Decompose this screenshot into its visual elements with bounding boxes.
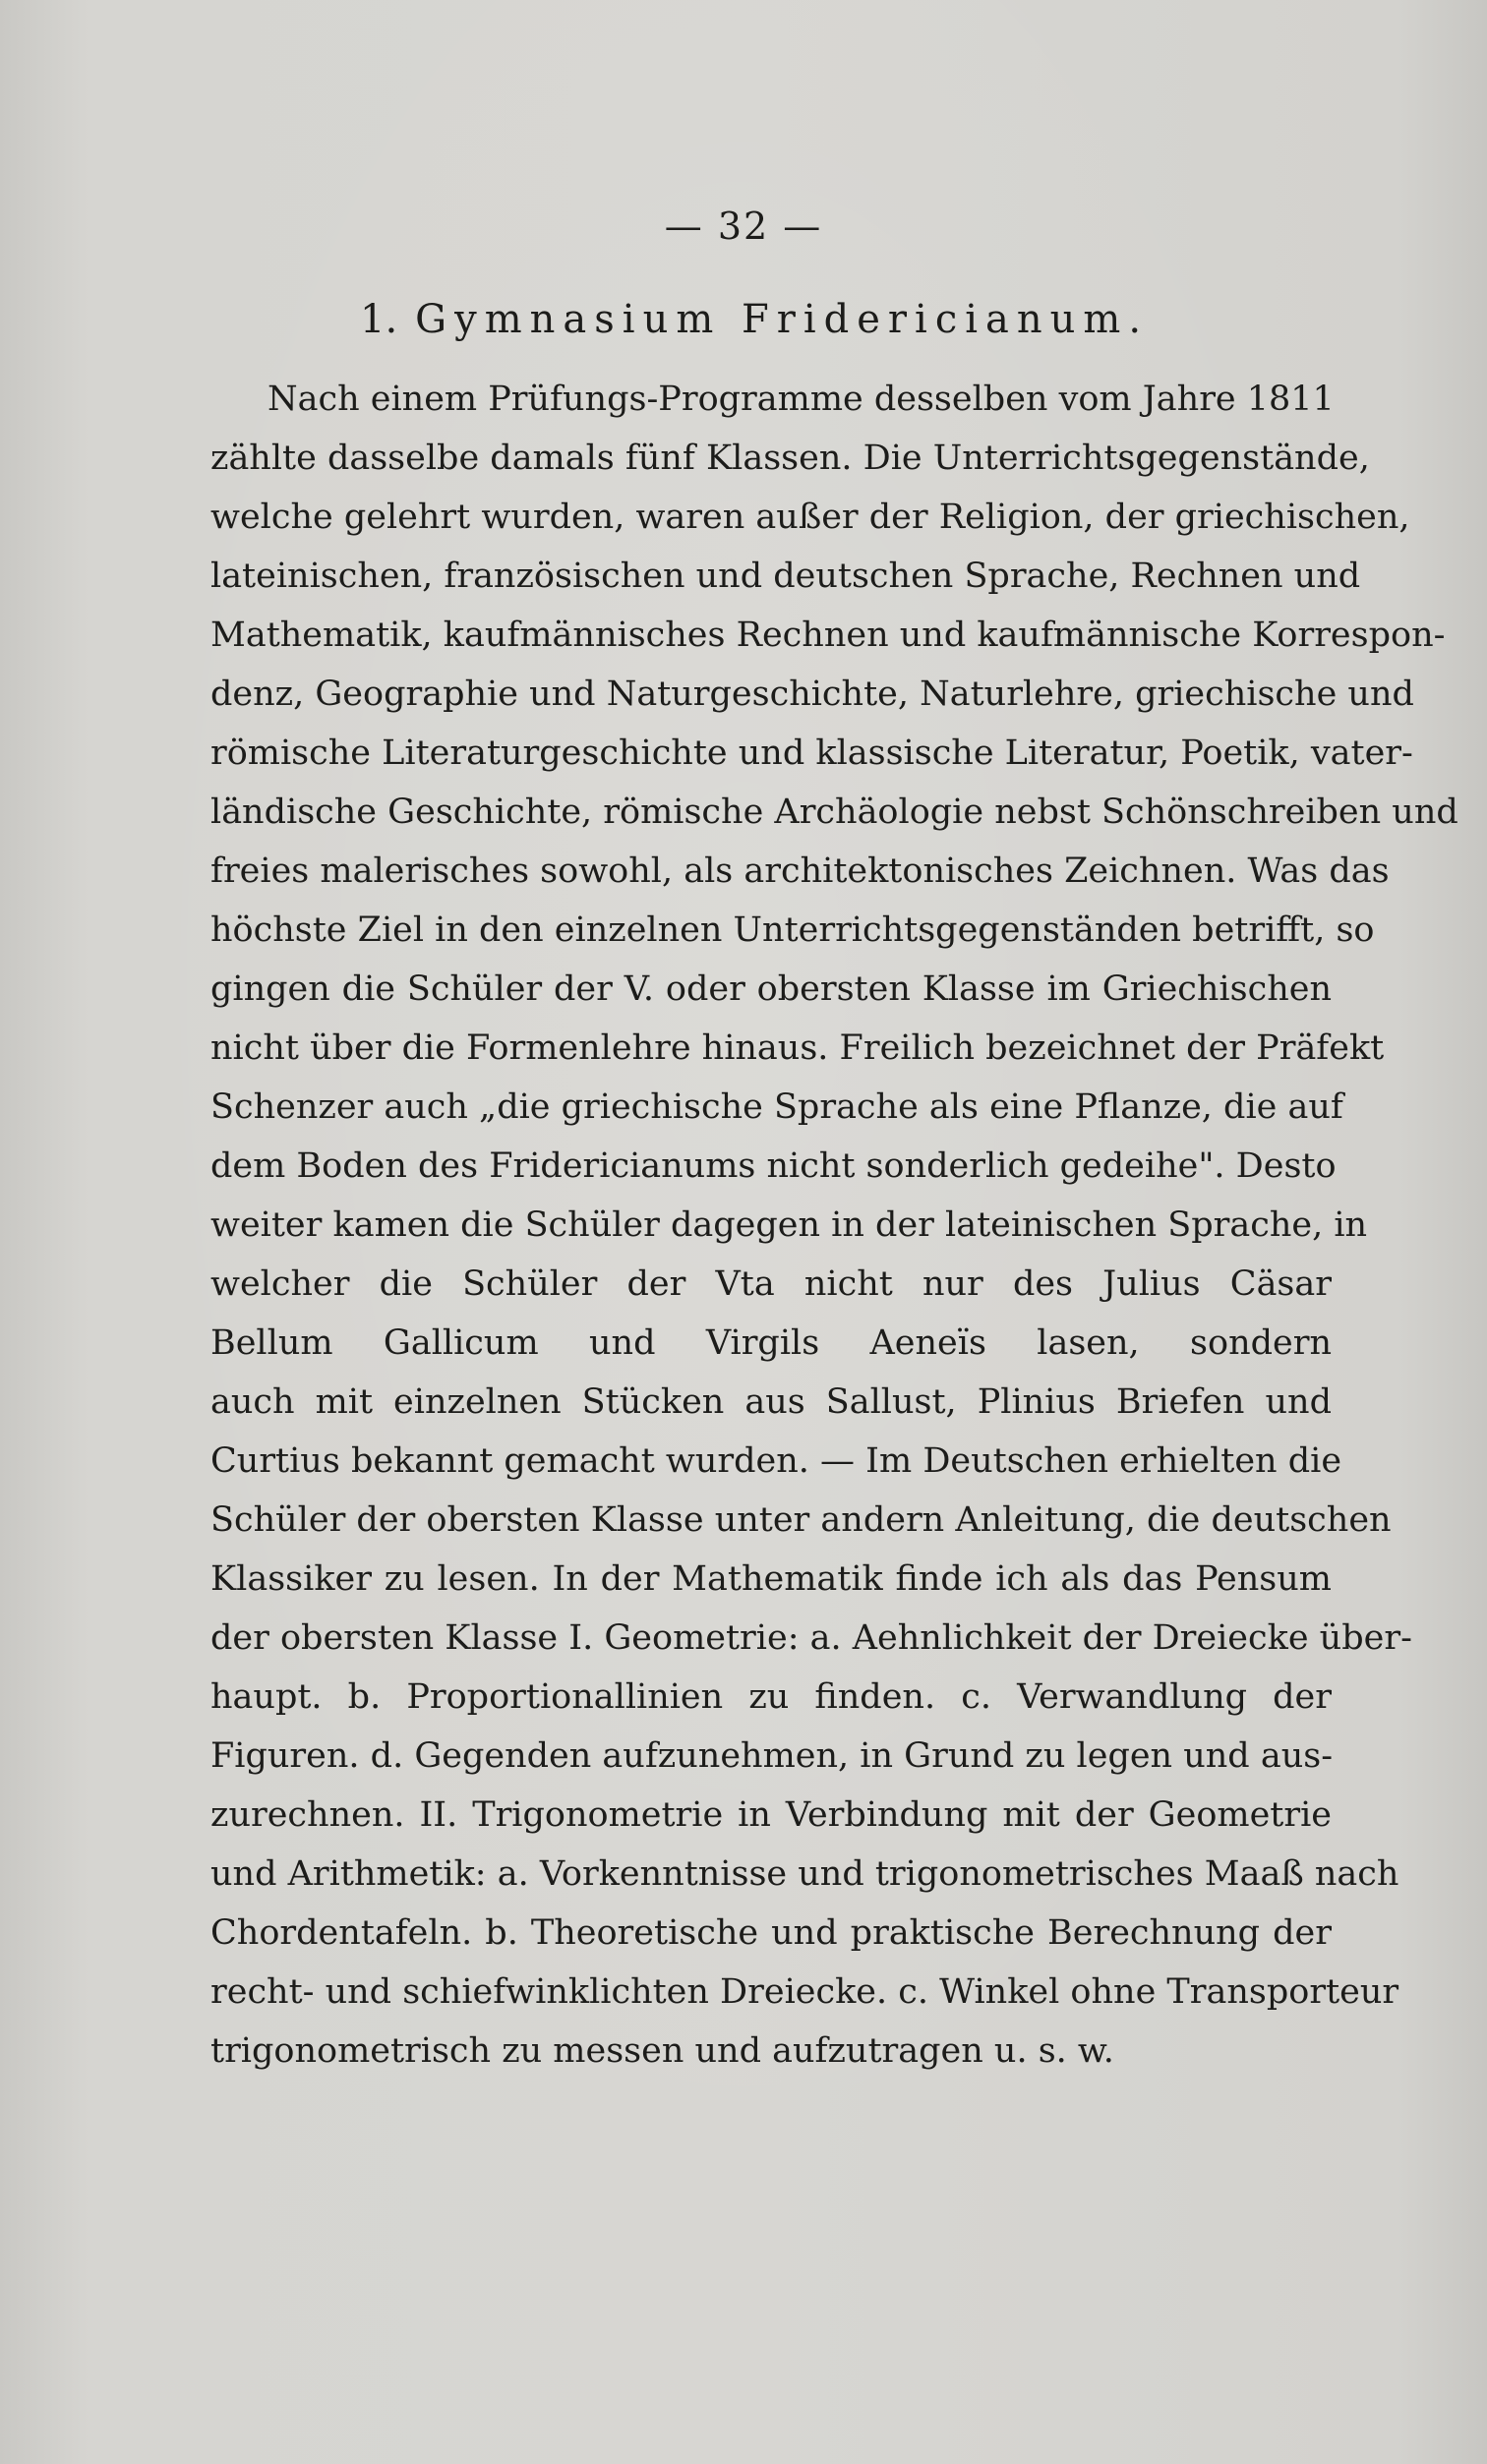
text-line: zurechnen. II. Trigonometrie in Verbindung mit der Geometrie [210,1795,1332,1835]
text-line: trigonometrisch zu messen und aufzutragen u. s. w. [210,2031,1114,2071]
text-line: höchste Ziel in den einzelnen Unterrichtsgegenständen betrifft, so [210,910,1375,950]
text-line: gingen die Schüler der V. oder obersten Klasse im Griechischen [210,969,1332,1009]
text-line: Schenzer auch „die griechische Sprache als eine Pflanze, die auf [210,1087,1343,1127]
text-line: denz, Geographie und Naturgeschichte, Naturlehre, griechische und [210,675,1414,714]
body-paragraph [210,370,1458,2081]
text-line: Mathematik, kaufmännisches Rechnen und kaufmännische Korrespon- [210,616,1446,655]
text-line: nicht über die Formenlehre hinaus. Freilich bezeichnet der Präfekt [210,1028,1385,1068]
text-line: freies malerisches sowohl, als architektonisches Zeichnen. Was das [210,851,1390,891]
page-number: — 32 — [664,205,823,248]
text-line: zählte dasselbe damals fünf Klassen. Die Unterrichtsgegenstände, [210,439,1370,478]
text-line: lateinischen, französischen und deutschen Sprache, Rechnen und [210,557,1361,596]
text-line: haupt. b. Proportionallinien zu finden. c. Verwandlung der [210,1677,1332,1717]
text-line: welcher die Schüler der Vta nicht nur des Julius Cäsar [210,1264,1332,1304]
section-number: 1. [360,297,398,342]
section-heading [360,297,1149,342]
text-line: Nach einem Prüfungs-Programme desselben vom Jahre 1811 [268,380,1335,419]
text-line: Chordentafeln. b. Theoretische und praktische Berechnung der [210,1913,1332,1953]
section-title: Gymnasium Fridericianum. [415,297,1150,342]
text-line: und Arithmetik: a. Vorkenntnisse und trigonometrisches Maaß nach [210,1854,1399,1894]
text-line: welche gelehrt wurden, waren außer der Religion, der griechischen, [210,498,1410,537]
text-line: Klassiker zu lesen. In der Mathematik finde ich als das Pensum [210,1559,1332,1599]
text-line: Figuren. d. Gegenden aufzunehmen, in Grund zu legen und aus- [210,1736,1334,1776]
text-line: ländische Geschichte, römische Archäologie nebst Schönschreiben und [210,792,1458,832]
text-line: dem Boden des Fridericianums nicht sonderlich gedeihe". Desto [210,1146,1337,1186]
text-line: der obersten Klasse I. Geometrie: a. Aehnlichkeit der Dreiecke über- [210,1618,1412,1658]
text-line: Schüler der obersten Klasse unter andern Anleitung, die deutschen [210,1500,1392,1540]
text-line: weiter kamen die Schüler dagegen in der lateinischen Sprache, in [210,1205,1368,1245]
text-line: Curtius bekannt gemacht wurden. — Im Deutschen erhielten die [210,1441,1342,1481]
text-line: römische Literaturgeschichte und klassische Literatur, Poetik, vater- [210,733,1413,773]
text-line: Bellum Gallicum und Virgils Aeneïs lasen, sondern [210,1323,1332,1363]
text-line: recht- und schiefwinklichten Dreiecke. c. Winkel ohne Transporteur [210,1972,1399,2012]
text-line: auch mit einzelnen Stücken aus Sallust, Plinius Briefen und [210,1382,1332,1422]
